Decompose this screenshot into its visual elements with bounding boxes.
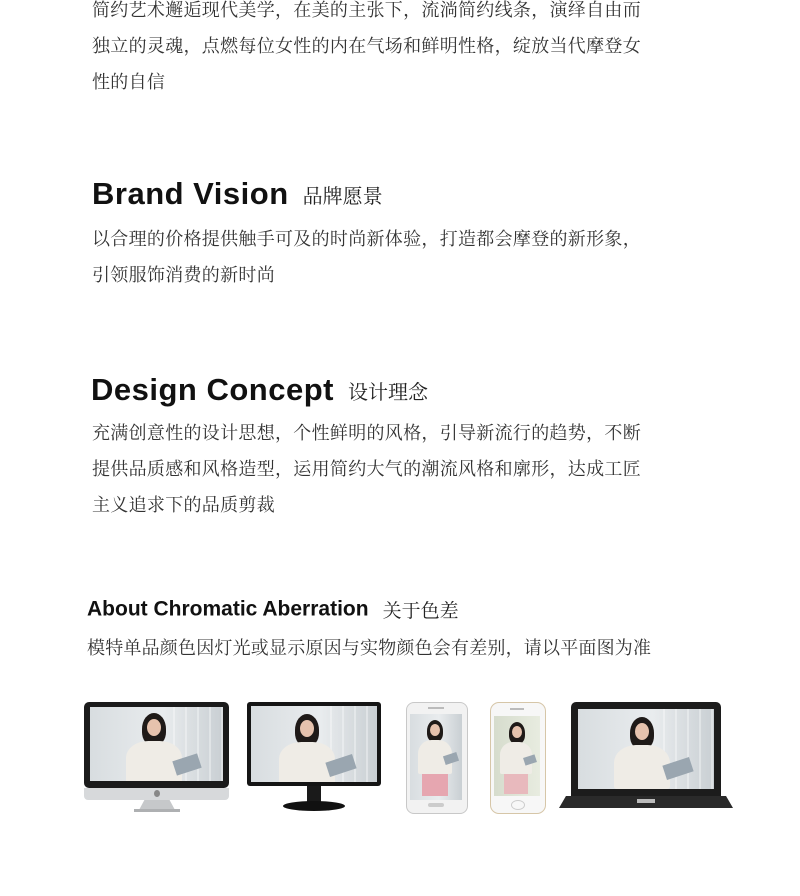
- design-concept-heading: [91, 372, 428, 408]
- iphone-icon: [490, 702, 544, 814]
- brand-vision-title-en: Brand Vision: [92, 176, 289, 211]
- samsung-phone-icon: [406, 702, 466, 814]
- intro-paragraph: 简约艺术邂逅现代美学，在美的主张下，流淌简约线条，演绎自由而 独立的灵魂，点燃每位女性的内在气场和鲜明性格，绽放当代摩登女 性的自信: [92, 0, 641, 93]
- design-concept-title-en: Design Concept: [91, 372, 334, 407]
- chromatic-text: 模特单品颜色因灯光或显示原因与实物颜色会有差别，请以平面图为准: [87, 638, 652, 659]
- brand-vision-text: 以合理的价格提供触手可及的时尚新体验，打造都会摩登的新形象， 引领服饰消费的新时尚: [92, 229, 641, 286]
- brand-vision-title-zh: 品牌愿景: [302, 183, 383, 208]
- chromatic-title-en: About Chromatic Aberration: [87, 597, 369, 621]
- design-concept-text: 充满创意性的设计思想，个性鲜明的风格，引导新流行的趋势，不断 提供品质感和风格造型，运用简约大气的潮流风格和廓形，达成工匠 主义追求下的品质剪裁: [92, 423, 641, 516]
- chromatic-heading: [87, 596, 459, 623]
- chromatic-title-zh: 关于色差: [382, 600, 459, 622]
- imac-icon: [84, 702, 229, 814]
- design-concept-title-zh: 设计理念: [347, 379, 428, 404]
- brand-vision-heading: [92, 176, 383, 212]
- dell-laptop-icon: [559, 702, 733, 814]
- monitor-icon: [247, 702, 381, 814]
